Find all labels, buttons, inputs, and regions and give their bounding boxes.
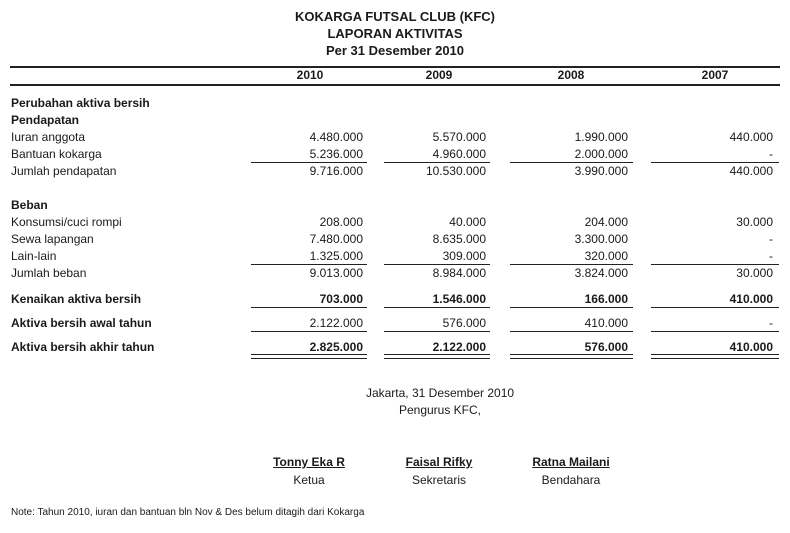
- subtotal-line: [510, 264, 633, 265]
- total-double-line: [651, 354, 779, 359]
- cell-kenaikan-2007: 410.000: [729, 292, 773, 306]
- signatory-bendahara: [511, 455, 631, 487]
- cell-iuran-2007: 440.000: [729, 130, 773, 144]
- subtotal-line: [510, 307, 633, 308]
- cell-jumlah-beban-2009: 8.984.000: [432, 266, 486, 280]
- cell-jumlah-pendapatan-2009: 10.530.000: [425, 164, 486, 178]
- cell-konsumsi-2008: 204.000: [584, 215, 628, 229]
- column-header-2007: 2007: [701, 68, 729, 82]
- cell-awal-2010: 2.122.000: [309, 316, 363, 330]
- total-double-line: [510, 354, 633, 359]
- subtotal-line: [651, 331, 779, 332]
- report-org-title: KOKARGA FUTSAL CLUB (KFC): [294, 9, 496, 24]
- total-double-line: [384, 354, 490, 359]
- subtotal-line: [510, 331, 633, 332]
- subtotal-line: [251, 264, 367, 265]
- cell-konsumsi-2007: 30.000: [736, 215, 773, 229]
- cell-iuran-2008: 1.990.000: [574, 130, 628, 144]
- cell-jumlah-beban-2008: 3.824.000: [574, 266, 628, 280]
- cell-kenaikan-2010: 703.000: [319, 292, 363, 306]
- cell-sewa-2008: 3.300.000: [574, 232, 628, 246]
- report-date-title: Per 31 Desember 2010: [325, 43, 465, 58]
- signatory-role: Bendahara: [541, 473, 601, 487]
- cell-jumlah-beban-2010: 9.013.000: [309, 266, 363, 280]
- pengurus-label: Pengurus KFC,: [398, 403, 482, 417]
- report-name-title: LAPORAN AKTIVITAS: [327, 26, 463, 41]
- cell-lain-2008: 320.000: [584, 249, 628, 263]
- cell-iuran-2010: 4.480.000: [309, 130, 363, 144]
- cell-jumlah-pendapatan-2008: 3.990.000: [574, 164, 628, 178]
- subtotal-line: [251, 162, 367, 163]
- signatory-ketua: [249, 455, 369, 487]
- row-label-sewa: Sewa lapangan: [11, 232, 94, 246]
- row-label-kenaikan: Kenaikan aktiva bersih: [11, 292, 142, 306]
- row-label-bantuan: Bantuan kokarga: [11, 147, 102, 161]
- subtotal-line: [651, 162, 779, 163]
- cell-jumlah-pendapatan-2010: 9.716.000: [309, 164, 363, 178]
- cell-bantuan-2009: 4.960.000: [432, 147, 486, 161]
- subtotal-line: [384, 307, 490, 308]
- subtotal-line: [510, 162, 633, 163]
- cell-lain-2010: 1.325.000: [309, 249, 363, 263]
- cell-akhir-2008: 576.000: [584, 340, 628, 354]
- cell-sewa-2007: -: [769, 232, 773, 246]
- cell-lain-2007: -: [769, 249, 773, 263]
- cell-bantuan-2007: -: [769, 147, 773, 161]
- signatory-role: Sekretaris: [411, 473, 467, 487]
- signatory-sekretaris: [379, 455, 499, 487]
- row-label-awal: Aktiva bersih awal tahun: [11, 316, 152, 330]
- cell-kenaikan-2009: 1.546.000: [432, 292, 486, 306]
- cell-jumlah-beban-2007: 30.000: [736, 266, 773, 280]
- column-header-2009: 2009: [425, 68, 453, 82]
- subtotal-line: [651, 264, 779, 265]
- signatory-name: Faisal Rifky: [405, 455, 473, 469]
- subtotal-line: [251, 307, 367, 308]
- subtotal-line: [384, 162, 490, 163]
- signatory-name: Ratna Mailani: [532, 455, 610, 469]
- section-pendapatan: Pendapatan: [11, 113, 80, 127]
- row-label-jumlah-pendapatan: Jumlah pendapatan: [11, 164, 117, 178]
- place-date: Jakarta, 31 Desember 2010: [365, 386, 515, 400]
- cell-bantuan-2008: 2.000.000: [574, 147, 628, 161]
- cell-akhir-2007: 410.000: [729, 340, 773, 354]
- cell-iuran-2009: 5.570.000: [432, 130, 486, 144]
- subtotal-line: [651, 307, 779, 308]
- subtotal-line: [384, 331, 490, 332]
- cell-awal-2007: -: [769, 316, 773, 330]
- cell-sewa-2010: 7.480.000: [309, 232, 363, 246]
- cell-akhir-2010: 2.825.000: [309, 340, 363, 354]
- column-header-2010: 2010: [296, 68, 324, 82]
- cell-awal-2008: 410.000: [584, 316, 628, 330]
- cell-lain-2009: 309.000: [442, 249, 486, 263]
- row-label-iuran: Iuran anggota: [11, 130, 86, 144]
- cell-awal-2009: 576.000: [442, 316, 486, 330]
- cell-konsumsi-2010: 208.000: [319, 215, 363, 229]
- cell-kenaikan-2008: 166.000: [584, 292, 628, 306]
- subtotal-line: [384, 264, 490, 265]
- cell-akhir-2009: 2.122.000: [432, 340, 486, 354]
- row-label-lain: Lain-lain: [11, 249, 57, 263]
- cell-konsumsi-2009: 40.000: [449, 215, 486, 229]
- header-bottom-rule: [10, 84, 780, 86]
- section-perubahan: Perubahan aktiva bersih: [11, 96, 150, 110]
- cell-sewa-2009: 8.635.000: [432, 232, 486, 246]
- section-beban: Beban: [11, 198, 48, 212]
- subtotal-line: [251, 331, 367, 332]
- signatory-role: Ketua: [293, 473, 325, 487]
- footnote: Note: Tahun 2010, iuran dan bantuan bln Nov & Des belum ditagih dari Kokarga: [11, 507, 365, 518]
- column-header-2008: 2008: [557, 68, 585, 82]
- row-label-jumlah-beban: Jumlah beban: [11, 266, 87, 280]
- row-label-akhir: Aktiva bersih akhir tahun: [11, 340, 155, 354]
- signatory-name: Tonny Eka R: [273, 455, 345, 469]
- row-label-konsumsi: Konsumsi/cuci rompi: [11, 215, 122, 229]
- total-double-line: [251, 354, 367, 359]
- cell-bantuan-2010: 5.236.000: [309, 147, 363, 161]
- cell-jumlah-pendapatan-2007: 440.000: [729, 164, 773, 178]
